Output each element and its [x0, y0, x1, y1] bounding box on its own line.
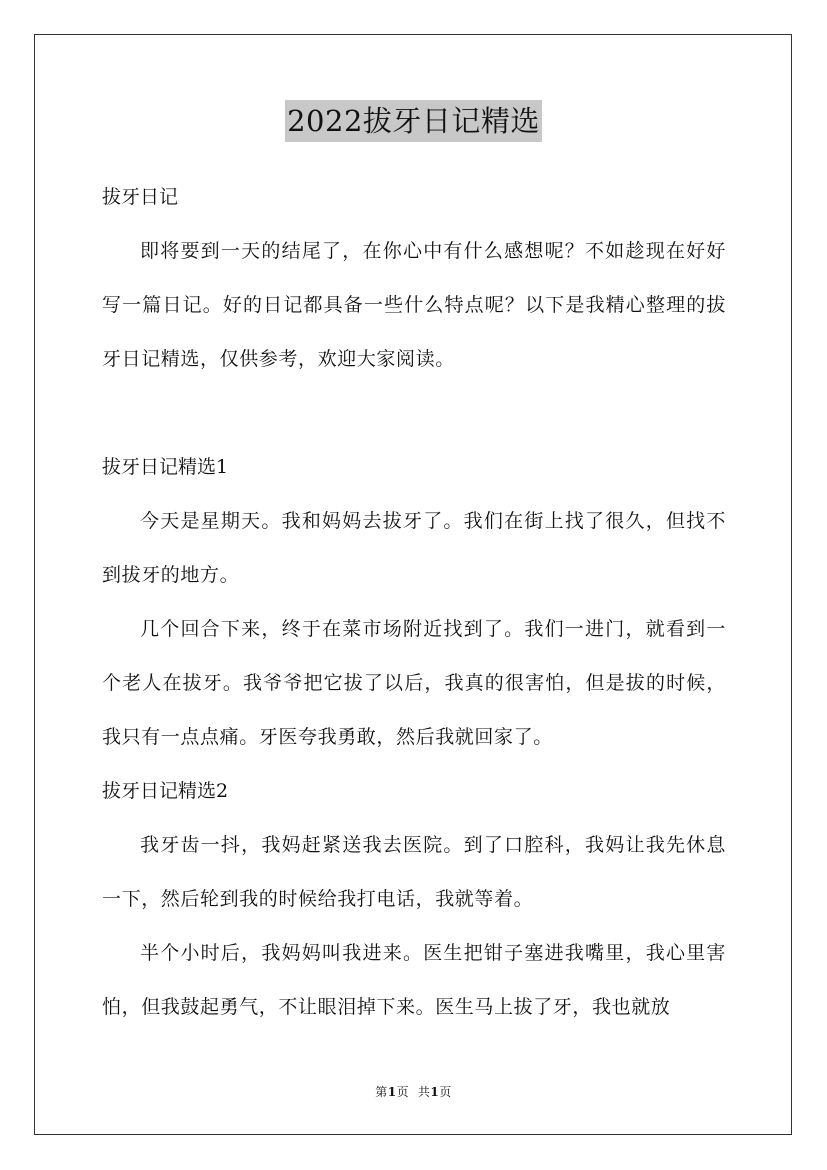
page-footer — [0, 1083, 827, 1101]
page-number: 1 — [387, 1085, 397, 1099]
intro-paragraph: 即将要到一天的结尾了，在你心中有什么感想呢？不如趁现在好好写一篇日记。好的日记都具备一些什么特点呢？以下是我精心整理的拔牙日记精选，仅供参考，欢迎大家阅读。 — [102, 240, 726, 370]
blank-line — [102, 386, 726, 440]
section-1-paragraph-2: 几个回合下来，终于在菜市场附近找到了。我们一进门，就看到一个老人在拔牙。我爷爷把它拔了以后，我真的很害怕，但是拔的时候，我只有一点点痛。牙医夸我勇敢，然后我就回家了。 — [102, 618, 726, 748]
total-prefix: 共 — [417, 1085, 431, 1099]
section-2-paragraph-2: 半个小时后，我妈妈叫我进来。医生把钳子塞进我嘴里，我心里害怕，但我鼓起勇气，不让眼泪掉下来。医生马上拔了牙，我也就放 — [102, 942, 726, 1018]
section-heading-1: 拔牙日记精选1 — [102, 456, 229, 478]
total-suffix: 页 — [439, 1085, 452, 1099]
section-heading-2: 拔牙日记精选2 — [102, 780, 229, 802]
page-suffix: 页 — [396, 1085, 410, 1099]
intro-heading: 拔牙日记 — [102, 186, 179, 208]
document-title: 2022拔牙日记精选 — [285, 100, 542, 142]
page-prefix: 第 — [375, 1085, 388, 1099]
section-2-paragraph-1: 我牙齿一抖，我妈赶紧送我去医院。到了口腔科，我妈让我先休息一下，然后轮到我的时候给我打电话，我就等着。 — [102, 834, 726, 910]
section-1-paragraph-1: 今天是星期天。我和妈妈去拔牙了。我们在街上找了很久，但找不到拔牙的地方。 — [102, 510, 726, 586]
total-pages: 1 — [430, 1085, 440, 1099]
document-body — [102, 170, 726, 1034]
title-container — [0, 100, 827, 142]
